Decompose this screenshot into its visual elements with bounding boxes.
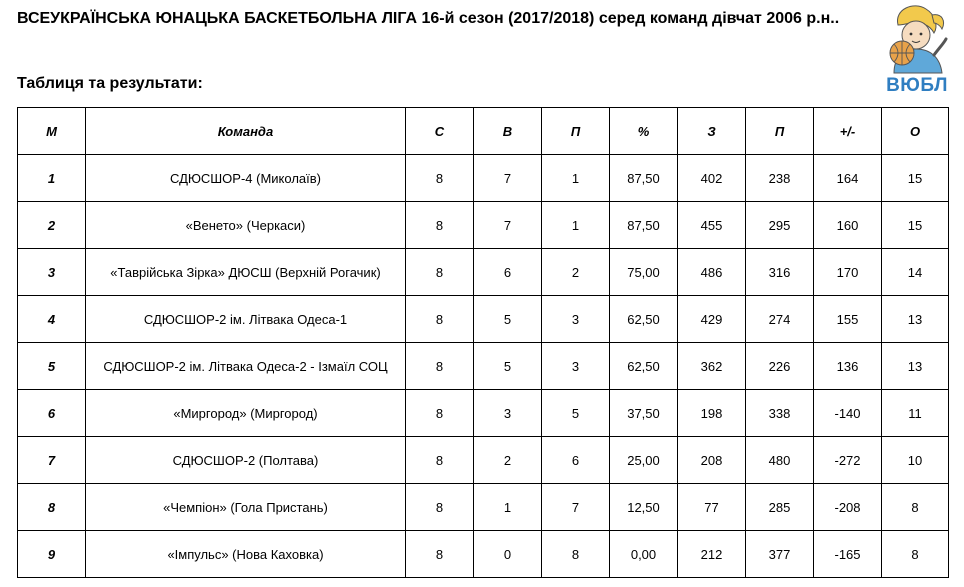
losses-cell: 8 [542, 531, 610, 578]
column-header-points-scored: З [678, 108, 746, 155]
table-row [18, 390, 949, 437]
wins-cell: 2 [474, 437, 542, 484]
table-row [18, 296, 949, 343]
points-allowed-cell: 480 [746, 437, 814, 484]
points-allowed-cell: 226 [746, 343, 814, 390]
difference-cell: 136 [814, 343, 882, 390]
table-row [18, 437, 949, 484]
column-header-percent: % [610, 108, 678, 155]
section-subtitle: Таблиця та результати: [17, 75, 203, 92]
wins-cell: 3 [474, 390, 542, 437]
position-cell: 9 [18, 531, 86, 578]
games-cell: 8 [406, 390, 474, 437]
losses-cell: 7 [542, 484, 610, 531]
standing-points-cell: 11 [882, 390, 949, 437]
team-cell: СДЮСШОР-2 (Полтава) [86, 437, 406, 484]
standing-points-cell: 14 [882, 249, 949, 296]
standing-points-cell: 10 [882, 437, 949, 484]
position-cell: 7 [18, 437, 86, 484]
logo-text: ВЮБЛ [886, 75, 948, 96]
column-header-wins: В [474, 108, 542, 155]
team-cell: «Імпульс» (Нова Каховка) [86, 531, 406, 578]
losses-cell: 1 [542, 202, 610, 249]
table-row [18, 202, 949, 249]
points-scored-cell: 402 [678, 155, 746, 202]
position-cell: 4 [18, 296, 86, 343]
wins-cell: 7 [474, 202, 542, 249]
games-cell: 8 [406, 531, 474, 578]
points-scored-cell: 198 [678, 390, 746, 437]
percent-cell: 12,50 [610, 484, 678, 531]
percent-cell: 0,00 [610, 531, 678, 578]
difference-cell: 160 [814, 202, 882, 249]
difference-cell: 155 [814, 296, 882, 343]
standing-points-cell: 8 [882, 531, 949, 578]
points-scored-cell: 429 [678, 296, 746, 343]
games-cell: 8 [406, 155, 474, 202]
wins-cell: 5 [474, 343, 542, 390]
team-cell: СДЮСШОР-4 (Миколаїв) [86, 155, 406, 202]
games-cell: 8 [406, 249, 474, 296]
difference-cell: 164 [814, 155, 882, 202]
column-header-standing-points: О [882, 108, 949, 155]
difference-cell: -140 [814, 390, 882, 437]
wins-cell: 6 [474, 249, 542, 296]
percent-cell: 62,50 [610, 296, 678, 343]
percent-cell: 87,50 [610, 155, 678, 202]
position-cell: 1 [18, 155, 86, 202]
wins-cell: 7 [474, 155, 542, 202]
team-cell: «Чемпіон» (Гола Пристань) [86, 484, 406, 531]
team-cell: «Венето» (Черкаси) [86, 202, 406, 249]
wins-cell: 5 [474, 296, 542, 343]
league-logo [880, 3, 960, 99]
percent-cell: 37,50 [610, 390, 678, 437]
table-row [18, 484, 949, 531]
points-allowed-cell: 338 [746, 390, 814, 437]
table-header-row [18, 108, 949, 155]
standings-table [17, 107, 949, 578]
position-cell: 2 [18, 202, 86, 249]
points-allowed-cell: 274 [746, 296, 814, 343]
losses-cell: 2 [542, 249, 610, 296]
column-header-position: М [18, 108, 86, 155]
games-cell: 8 [406, 343, 474, 390]
difference-cell: -272 [814, 437, 882, 484]
difference-cell: 170 [814, 249, 882, 296]
position-cell: 5 [18, 343, 86, 390]
standing-points-cell: 15 [882, 202, 949, 249]
team-cell: СДЮСШОР-2 ім. Літвака Одеса-2 - Ізмаїл СОЦ [86, 343, 406, 390]
points-scored-cell: 77 [678, 484, 746, 531]
table-row [18, 531, 949, 578]
percent-cell: 25,00 [610, 437, 678, 484]
points-allowed-cell: 295 [746, 202, 814, 249]
wins-cell: 1 [474, 484, 542, 531]
table-row [18, 343, 949, 390]
difference-cell: -208 [814, 484, 882, 531]
team-cell: «Миргород» (Миргород) [86, 390, 406, 437]
games-cell: 8 [406, 296, 474, 343]
column-header-points-allowed: П [746, 108, 814, 155]
losses-cell: 6 [542, 437, 610, 484]
points-allowed-cell: 316 [746, 249, 814, 296]
basketball-player-icon [880, 3, 956, 77]
points-scored-cell: 208 [678, 437, 746, 484]
position-cell: 6 [18, 390, 86, 437]
column-header-difference: +/- [814, 108, 882, 155]
percent-cell: 75,00 [610, 249, 678, 296]
points-allowed-cell: 238 [746, 155, 814, 202]
points-scored-cell: 455 [678, 202, 746, 249]
percent-cell: 62,50 [610, 343, 678, 390]
points-scored-cell: 362 [678, 343, 746, 390]
team-cell: СДЮСШОР-2 ім. Літвака Одеса-1 [86, 296, 406, 343]
position-cell: 3 [18, 249, 86, 296]
difference-cell: -165 [814, 531, 882, 578]
percent-cell: 87,50 [610, 202, 678, 249]
page-title: ВСЕУКРАЇНСЬКА ЮНАЦЬКА БАСКЕТБОЛЬНА ЛІГА 16-й сезон (2017/2018) серед команд дівчат 2006 р.н.. [17, 10, 840, 27]
points-scored-cell: 486 [678, 249, 746, 296]
points-allowed-cell: 285 [746, 484, 814, 531]
column-header-team: Команда [86, 108, 406, 155]
losses-cell: 3 [542, 343, 610, 390]
losses-cell: 3 [542, 296, 610, 343]
wins-cell: 0 [474, 531, 542, 578]
games-cell: 8 [406, 202, 474, 249]
column-header-losses: П [542, 108, 610, 155]
points-allowed-cell: 377 [746, 531, 814, 578]
points-scored-cell: 212 [678, 531, 746, 578]
standing-points-cell: 8 [882, 484, 949, 531]
losses-cell: 5 [542, 390, 610, 437]
column-header-games: С [406, 108, 474, 155]
position-cell: 8 [18, 484, 86, 531]
games-cell: 8 [406, 484, 474, 531]
losses-cell: 1 [542, 155, 610, 202]
table-row [18, 155, 949, 202]
team-cell: «Таврійська Зірка» ДЮСШ (Верхній Рогачик) [86, 249, 406, 296]
standing-points-cell: 15 [882, 155, 949, 202]
table-row [18, 249, 949, 296]
standing-points-cell: 13 [882, 296, 949, 343]
games-cell: 8 [406, 437, 474, 484]
standing-points-cell: 13 [882, 343, 949, 390]
